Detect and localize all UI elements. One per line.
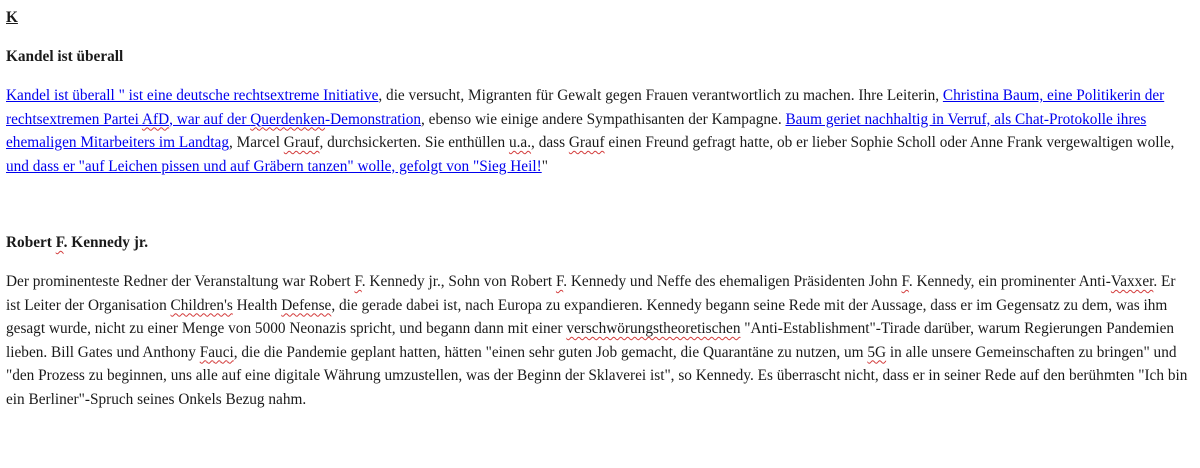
- spellcheck-f-2: F: [555, 273, 564, 290]
- spellcheck-defense: Defense: [281, 296, 332, 314]
- kandel-heading: Kandel ist überall: [6, 48, 124, 65]
- spellcheck-5g: 5G: [867, 343, 887, 361]
- kennedy-paragraph: Der prominenteste Redner der Veranstaltung war Robert F. Kennedy jr., Sohn von Robert F. Kennedy und Neffe des ehemaligen Präsidenten John F. Kennedy, ein prominenter Anti-Vaxxer. Er ist Leiter der Organisation Children's Health Defense, die gerade dabei ist, nach Europa zu expandieren. Kennedy begann seine Rede mit der Aussage, dass er im Gegensatz zu dem, was ihm gesagt wurde, nicht zu einer Menge von 5000 Neonazis spricht, und begann dann mit einer verschwörungstheoretischen "Anti-Establishment"-Tirade darüber, warum Regierungen Pandemien lieben. Bill Gates und Anthony Fauci, die die Pandemie geplant hatten, hätten "einen sehr guten Job gemacht, die Quarantäne zu nutzen, um 5G in alle unsere Gemeinschaften zu bringen" und "den Prozess zu beginnen, uns alle auf eine digitale Währung umzustellen, was der Beginn der Sklaverei ist", so Kennedy. Es überrascht nicht, dass er in seiner Rede auf den berühmten "Ich bin ein Berliner"-Spruch seines Onkels Bezug nahm.: [6, 273, 1188, 408]
- spellcheck-afd: AfD: [141, 110, 170, 128]
- spellcheck-childrens: Children's: [170, 296, 233, 314]
- spellcheck-grauf-2: Grauf: [568, 134, 605, 151]
- spellcheck-vaxxer: Vaxxer: [1110, 273, 1154, 290]
- spellcheck-f-1: F: [354, 273, 362, 290]
- kandel-initiative-link[interactable]: Kandel ist überall " ist eine deutsche rechtsextreme Initiative: [6, 87, 379, 104]
- sieg-heil-quote-link[interactable]: und dass er "auf Leichen pissen und auf Gräbern tanzen" wolle, gefolgt von "Sieg Heil!: [6, 157, 542, 175]
- spellcheck-f-3: F: [901, 273, 909, 290]
- spellcheck-grauf-1: Grauf: [283, 134, 320, 151]
- spellcheck-querdenken: Querdenken: [250, 110, 326, 128]
- index-letter: K: [6, 9, 18, 26]
- chat-protokolle-link[interactable]: Baum geriet nachhaltig in Verruf, als Chat-Protokolle ihres ehemaligen Mitarbeiters im Landtag: [6, 110, 1147, 151]
- kennedy-heading: Robert F. Kennedy jr.: [6, 234, 149, 251]
- kandel-text-1: , die versucht, Migranten für Gewalt gegen Frauen verantwortlich zu machen. Ihre Leiterin,: [378, 87, 943, 104]
- spellcheck-verschwoerungstheoretischen: verschwörungstheoretischen: [566, 320, 741, 337]
- spellcheck-ua: u.a.: [508, 134, 532, 151]
- kandel-text-2: , ebenso wie einige andere Sympathisanten der Kampagne.: [421, 110, 786, 128]
- kandel-paragraph: Kandel ist überall " ist eine deutsche rechtsextreme Initiative, die versucht, Migranten für Gewalt gegen Frauen verantwortlich zu machen. Ihre Leiterin, Christina Baum, eine Politikerin der rechtsextremen Partei AfD, war auf der Querdenken-Demonstration, ebenso wie einige andere Sympathisanten der Kampagne. Baum geriet nachhaltig in Verruf, als Chat-Protokolle ihres ehemaligen Mitarbeiters im Landtag, Marcel Grauf, durchsickerten. Sie enthüllen u.a., dass Grauf einen Freund gefragt hatte, ob er lieber Sophie Scholl oder Anne Frank vergewaltigen wolle, und dass er "auf Leichen pissen und auf Gräbern tanzen" wolle, gefolgt von "Sieg Heil!": [6, 87, 1175, 175]
- spellcheck-fauci: Fauci: [199, 343, 234, 361]
- christina-baum-link[interactable]: Christina Baum, eine Politikerin der rechtsextremen Partei AfD, war auf der Querdenken-Demonstration: [6, 87, 1165, 128]
- spellcheck-f-heading: F: [55, 234, 64, 251]
